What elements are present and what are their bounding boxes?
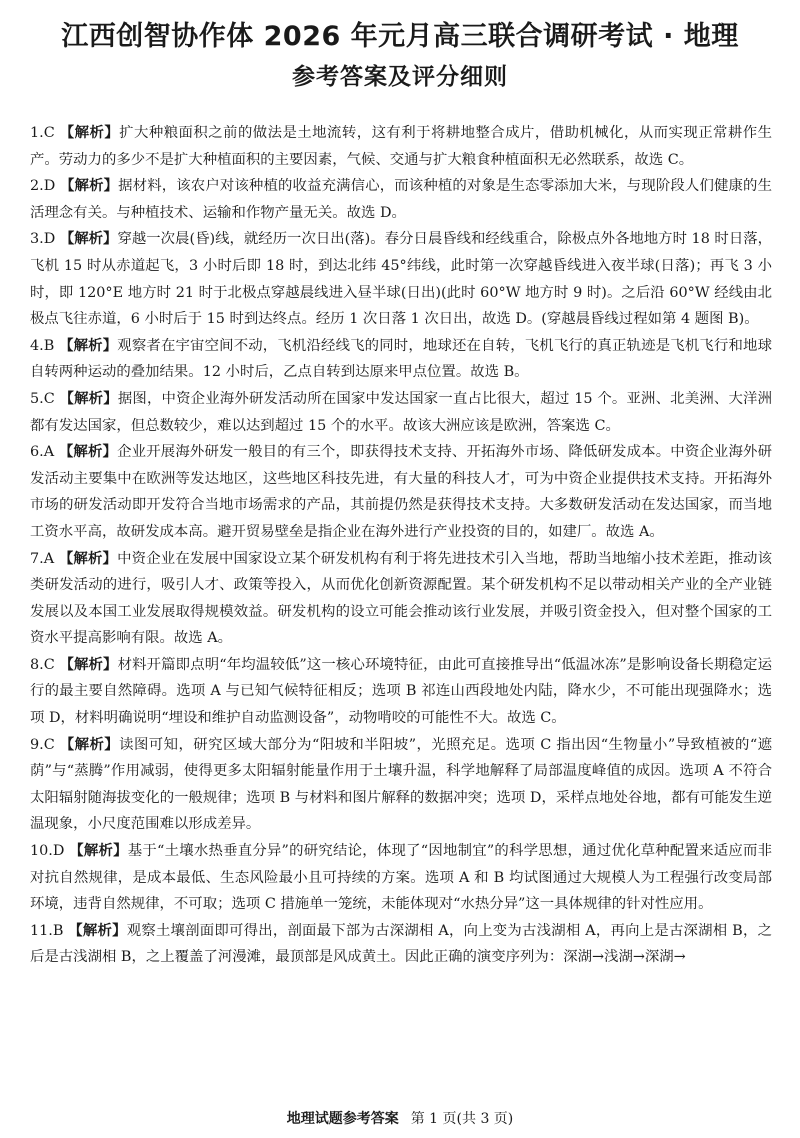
answer-number: 3.D bbox=[30, 231, 56, 248]
answer-text: 中资企业在发展中国家设立某个研发机构有利于将先进技术引入当地，帮助当地缩小技术差距，推动该类研发活动的进行，吸引人才、政策等投入，从而优化创新资源配置。某个研发机构不足以带动相关产业的全产业链发展以及本国工业发展取得规模效益。研发机构的设立可能会推动该行业发展，并吸引资金投入，但对整个国家的工资水平提高影响有限。故选 A。 bbox=[30, 550, 772, 647]
analysis-tag: 【解析】 bbox=[59, 736, 120, 753]
answer-number: 8.C bbox=[30, 656, 55, 673]
answer-number: 7.A bbox=[30, 550, 55, 567]
analysis-tag: 【解析】 bbox=[59, 390, 118, 407]
answer-text: 基于“土壤水热垂直分异”的研究结论，体现了“因地制宜”的科学思想，通过优化草种配置来适应而非对抗自然规律，是成本最低、生态风险最小且可持续的方案。选项 A 和 B 均试图通过大规模人为工程强行改变局部环境，违背自然规律，不可取；选项 C 措施单一笼统，未能体现对“水热分异”这一具体规律的针对性应用。 bbox=[30, 843, 772, 913]
answer-item-6 bbox=[30, 439, 772, 545]
answer-item-4 bbox=[30, 333, 772, 386]
answer-item-7 bbox=[30, 546, 772, 652]
analysis-tag: 【解析】 bbox=[59, 125, 120, 141]
answer-item-5 bbox=[30, 386, 772, 439]
answer-text: 据图，中资企业海外研发活动所在国家中发达国家一直占比很大，超过 15 个。亚洲、北美洲、大洋洲都有发达国家，但总数较少，难以达到超过 15 个的水平。故该大洲应该是欧洲，答案选 C。 bbox=[30, 390, 773, 434]
answer-item-10 bbox=[30, 838, 772, 918]
answer-text: 据材料，该农户对该种植的收益充满信心，而该种植的对象是生态零添加大米，与现阶段人们健康的生活理念有关。与种植技术、运输和作物产量无关。故选 D。 bbox=[30, 178, 772, 221]
analysis-tag: 【解析】 bbox=[59, 337, 118, 354]
answer-number: 1.C bbox=[30, 125, 55, 141]
analysis-tag: 【解析】 bbox=[60, 178, 119, 195]
document-subtitle: 参考答案及评分细则 bbox=[292, 64, 508, 90]
page-number: 第 1 页(共 3 页) bbox=[410, 1111, 514, 1127]
answer-text: 观察土壤剖面即可得出，剖面最下部为古深湖相 A，向上变为古浅湖相 A，再向上是古深湖相 B，之后是古浅湖相 B，之上覆盖了河漫滩，最顶部是风成黄土。因此正确的演变序列为：深湖→浅湖→深湖→ bbox=[30, 922, 772, 966]
answer-number: 10.D bbox=[30, 843, 65, 860]
answer-item-9 bbox=[30, 732, 772, 838]
analysis-tag: 【解析】 bbox=[58, 444, 118, 461]
answer-number: 5.C bbox=[30, 390, 55, 407]
answer-list bbox=[30, 120, 772, 971]
answer-number: 9.C bbox=[30, 736, 55, 753]
analysis-tag: 【解析】 bbox=[68, 922, 127, 939]
answer-text: 材料开篇即点明“年均温较低”这一核心环境特征，由此可直接推导出“低温冰冻”是影响设备长期稳定运行的最主要自然障碍。选项 A 与已知气候特征相反；选项 B 祁连山西段地处内陆，降水少，不可能出现强降水；选项 D，材料明确说明“埋设和维护自动监测设备”，动物啃咬的可能性不大。故选 C。 bbox=[30, 656, 772, 727]
answer-text: 读图可知，研究区域大部分为“阳坡和半阳坡”，光照充足。选项 C 指出因“生物量小”导致植被的“遮荫”与“蒸腾”作用减弱，使得更多太阳辐射能量作用于土壤升温，科学地解释了局部温度峰值的成因。选项 A 不符合太阳辐射随海拔变化的一般规律；选项 B 与材料和图片解释的数据冲突；选项 D，采样点地处谷地，都有可能发生逆温现象，小尺度范围难以形成差异。 bbox=[30, 736, 773, 833]
answer-text: 观察者在宇宙空间不动，飞机沿经线飞的同时，地球还在自转，飞机飞行的真正轨迹是飞机飞行和地球自转两种运动的叠加结果。12 小时后，乙点自转到达原来甲点位置。故选 B。 bbox=[30, 337, 772, 381]
analysis-tag: 【解析】 bbox=[59, 231, 118, 248]
analysis-tag: 【解析】 bbox=[58, 550, 118, 567]
answer-item-2 bbox=[30, 173, 772, 226]
answer-item-1 bbox=[30, 120, 772, 173]
footer-title: 地理试题参考答案 bbox=[286, 1111, 399, 1127]
answer-text: 扩大种粮面积之前的做法是土地流转，这有利于将耕地整合成片，借助机械化，从而实现正常耕作生产。劳动力的多少不是扩大种植面积的主要因素，气候、交通与扩大粮食种植面积无必然联系，故选 C。 bbox=[30, 125, 772, 168]
answer-number: 2.D bbox=[30, 178, 56, 195]
answer-item-3 bbox=[30, 226, 772, 332]
analysis-tag: 【解析】 bbox=[69, 843, 128, 860]
page-footer bbox=[0, 1108, 800, 1128]
answer-item-11 bbox=[30, 918, 772, 971]
answer-number: 4.B bbox=[30, 337, 55, 354]
answer-item-8 bbox=[30, 652, 772, 732]
answer-text: 穿越一次晨(昏)线，就经历一次日出(落)。春分日晨昏线和经线重合，除极点外各地地方时 18 时日落，飞机 15 时从赤道起飞，3 小时后即 18 时，到达北纬 45°纬线，此时第一次穿越昏线进入夜半球(日落)；再飞 3 小时，即 120°E 地方时 21 时于北极点穿越晨线进入昼半球(日出)(此时 60°W 地方时 9 时)。之后沿 60°W 经线由北极点飞往赤道，6 小时后于 15 时到达终点。经历 1 次日落 1 次日出，故选 D。(穿越晨昏线过程如第 4 题图 B)。 bbox=[30, 231, 773, 328]
document-title: 江西创智协作体 2026 年元月高三联合调研考试 · 地理 bbox=[61, 21, 739, 52]
answer-number: 6.A bbox=[30, 444, 55, 461]
analysis-tag: 【解析】 bbox=[59, 656, 118, 673]
answer-number: 11.B bbox=[30, 922, 64, 939]
answer-text: 企业开展海外研发一般目的有三个，即获得技术支持、开拓海外市场、降低研发成本。中资企业海外研发活动主要集中在欧洲等发达地区，这些地区科技先进，有大量的科技人才，可为中资企业提供技术支持。开拓海外市场的研发活动即开发符合当地市场需求的产品，其前提仍然是获得技术支持。大多数研发活动在发达国家，而当地工资水平高，故研发成本高。避开贸易壁垒是指企业在海外进行产业投资的目的，如建厂。故选 A。 bbox=[30, 444, 772, 540]
